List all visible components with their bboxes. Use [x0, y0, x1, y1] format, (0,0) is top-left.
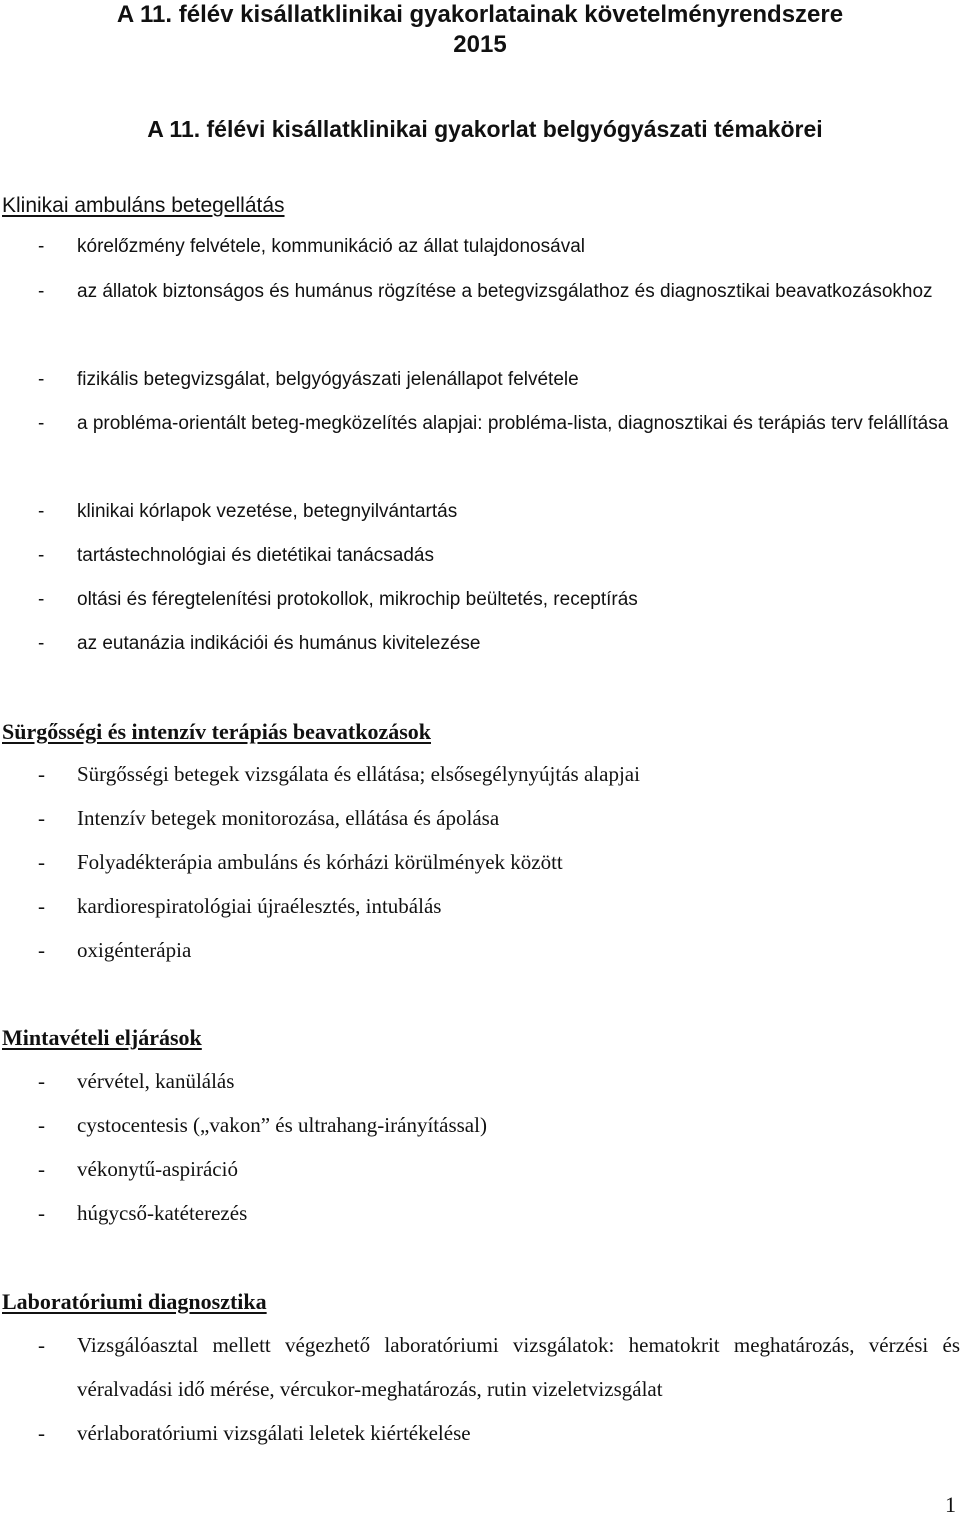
list-item: [0, 884, 960, 928]
title-line-1: A 11. félév kisállatklinikai gyakorlatainak követelményrendszere: [116, 1, 844, 28]
list-item-text: Sürgősségi betegek vizsgálata és ellátása; elsősegélynyújtás alapjai: [77, 762, 640, 786]
list-item: [0, 490, 960, 534]
bullet-dash: -: [38, 850, 45, 874]
list-item: [0, 1147, 960, 1191]
list-item: [0, 534, 960, 578]
bullet-dash: -: [38, 236, 45, 257]
list-item: [0, 1411, 960, 1455]
list-item: [0, 1191, 960, 1235]
document-title: [0, 0, 960, 60]
list-item-text: húgycső-katéterezés: [77, 1201, 248, 1225]
list-item-text: vérlaboratóriumi vizsgálati leletek kiértékelése: [77, 1421, 471, 1445]
list-item-text: Folyadékterápia ambuláns és kórházi körülmények között: [77, 850, 563, 874]
bullet-dash: -: [38, 938, 45, 962]
bullet-dash: -: [38, 1069, 45, 1093]
list-item: [0, 358, 960, 402]
list-item: [0, 402, 960, 446]
list-item: [0, 1323, 960, 1411]
list-item: [0, 578, 960, 622]
bullet-dash: -: [38, 1113, 45, 1137]
list-item-text: vékonytű-aspiráció: [77, 1157, 238, 1181]
bullet-dash: -: [38, 1157, 45, 1181]
bullet-dash: -: [38, 369, 45, 390]
list-item-text: vérvétel, kanülálás: [77, 1069, 235, 1093]
list-item-text: a probléma-orientált beteg-megközelítés alapjai: probléma-lista, diagnosztikai és terápiás terv felállítása: [77, 413, 949, 434]
list-item: [0, 752, 960, 796]
section-heading-sampling: Mintavételi eljárások: [2, 1025, 202, 1050]
title-line-2: 2015: [453, 31, 507, 58]
list-item: [0, 1103, 960, 1147]
list-item: [0, 796, 960, 840]
section-heading-clinical-ambulatory: Klinikai ambuláns betegellátás: [2, 194, 285, 217]
list-item-text: tartástechnológiai és dietétikai tanácsadás: [77, 545, 435, 566]
bullet-dash: -: [38, 894, 45, 918]
bullet-dash: -: [38, 413, 45, 434]
list-item-text: cystocentesis („vakon” és ultrahang-irányítással): [77, 1113, 487, 1137]
bullet-dash: -: [38, 806, 45, 830]
bullet-dash: -: [38, 1421, 45, 1445]
list-item: [0, 270, 960, 314]
list-item-text: Vizsgálóasztal mellett végezhető laboratóriumi vizsgálatok: hematokrit meghatározás, vérzési és véralvadási idő mérése, vércukor-meghatározás, rutin vizeletvizsgálat: [77, 1333, 960, 1401]
bullet-dash: -: [38, 633, 45, 654]
section-heading-laboratory: Laboratóriumi diagnosztika: [2, 1289, 267, 1314]
bullet-dash: -: [38, 501, 45, 522]
document-subtitle: A 11. félévi kisállatklinikai gyakorlat belgyógyászati témakörei: [147, 116, 823, 142]
list-item: [0, 1059, 960, 1103]
list-item-text: klinikai kórlapok vezetése, betegnyilvántartás: [77, 501, 458, 522]
list-item: [0, 840, 960, 884]
list-item: [0, 225, 960, 269]
bullet-dash: -: [38, 1201, 45, 1225]
list-item-text: kórelőzmény felvétele, kommunikáció az állat tulajdonosával: [77, 236, 585, 257]
list-item-text: kardiorespiratológiai újraélesztés, intubálás: [77, 894, 442, 918]
list-item-text: az eutanázia indikációi és humánus kivitelezése: [77, 633, 481, 654]
section-heading-emergency: Sürgősségi és intenzív terápiás beavatkozások: [2, 719, 431, 744]
list-item: [0, 622, 960, 666]
list-item-text: oltási és féregtelenítési protokollok, mikrochip beültetés, receptírás: [77, 589, 638, 610]
list-item-text: az állatok biztonságos és humánus rögzítése a betegvizsgálathoz és diagnosztikai beavatkozásokhoz: [77, 281, 933, 302]
bullet-dash: -: [38, 1333, 45, 1357]
list-item-text: oxigénterápia: [77, 938, 192, 962]
bullet-dash: -: [38, 545, 45, 566]
list-item: [0, 928, 960, 972]
bullet-dash: -: [38, 589, 45, 610]
bullet-dash: -: [38, 762, 45, 786]
list-item-text: Intenzív betegek monitorozása, ellátása és ápolása: [77, 806, 500, 830]
bullet-dash: -: [38, 281, 45, 302]
list-item-text: fizikális betegvizsgálat, belgyógyászati jelenállapot felvétele: [77, 369, 579, 390]
page-number: 1: [945, 1492, 956, 1517]
